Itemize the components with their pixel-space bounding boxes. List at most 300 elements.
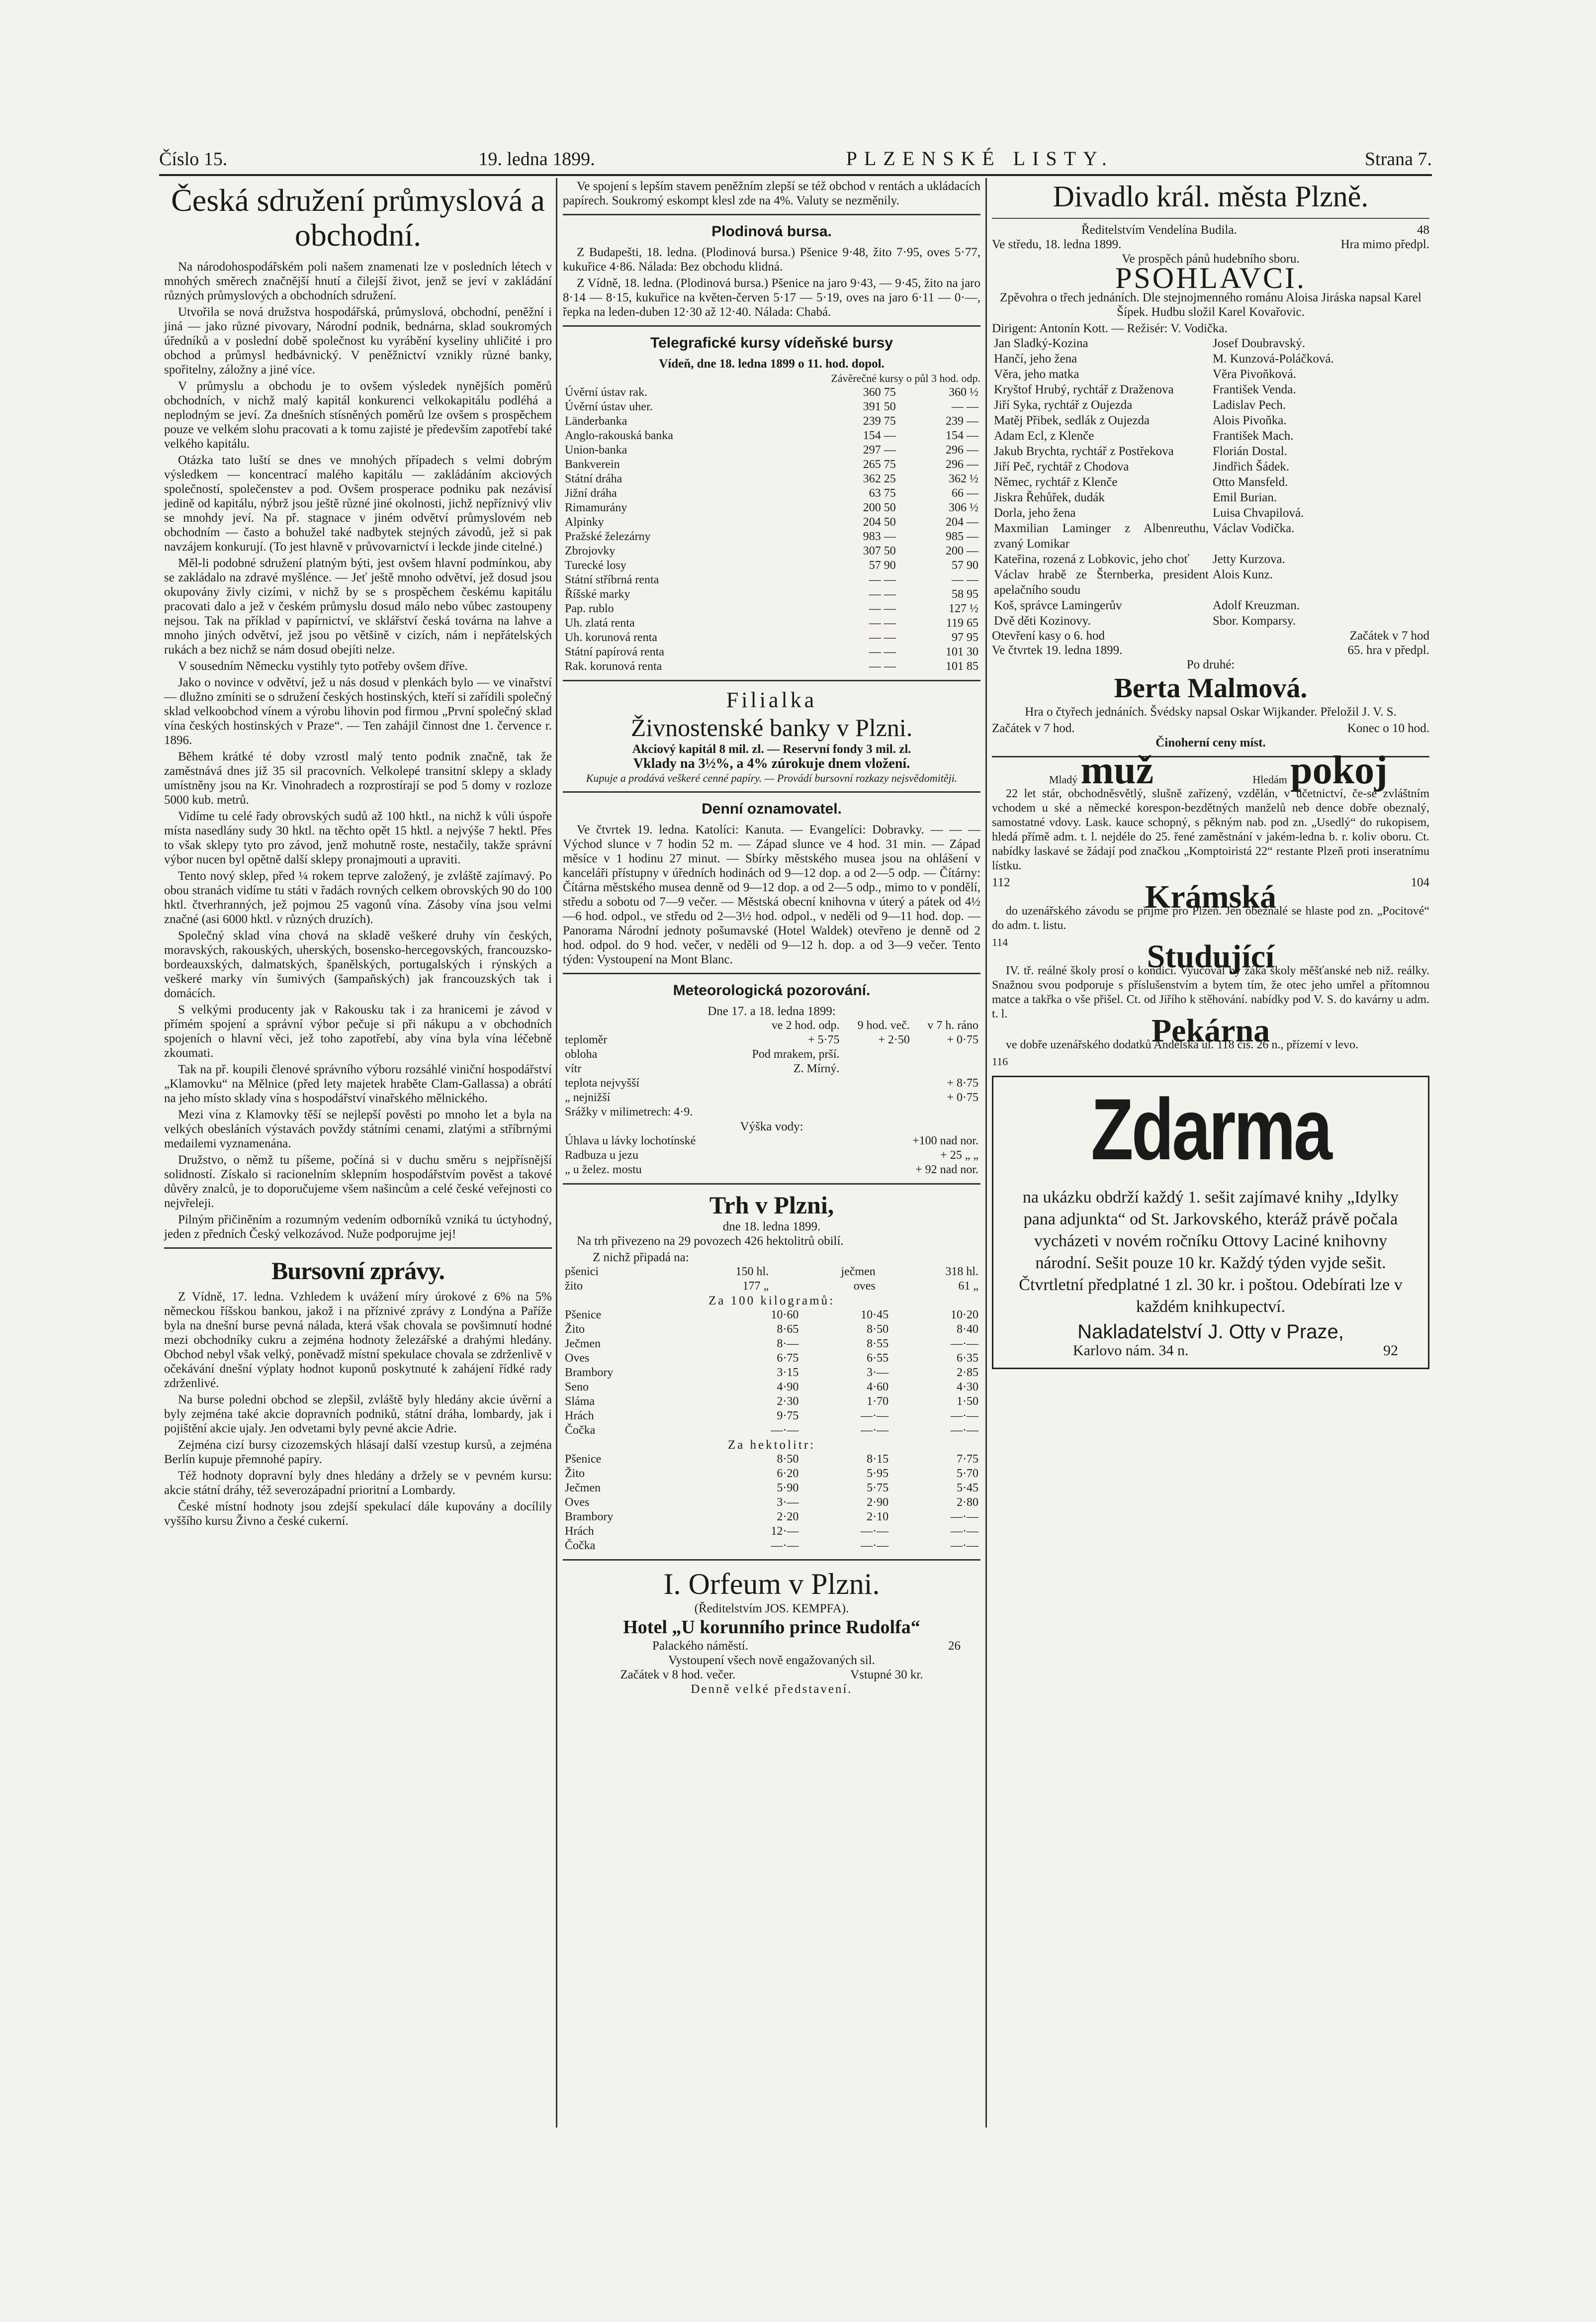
table-cell: Jižní dráha — [565, 487, 617, 500]
table-cell: Srážky v milimetrech: 4·9. — [565, 1106, 693, 1118]
meteo-date: Dne 17. a 18. ledna 1899: — [708, 1005, 836, 1018]
table-cell: 3·— — [867, 1366, 889, 1379]
cast-role: Hančí, jeho žena — [994, 352, 1077, 366]
table-row — [563, 1047, 980, 1062]
ad-pekarna-num: 116 — [992, 1055, 1008, 1068]
ad-kramska-text: do uzenářského závodu se přijme pro Plzeň. Jen obeznalé se hlaste pod zn. „Pocitové“ do adm. t. listu. — [992, 905, 1429, 932]
table-row — [563, 1467, 980, 1481]
table-row — [563, 1019, 980, 1033]
table-cell: 150 hl. — [735, 1265, 769, 1278]
table-cell: 204 — — [946, 516, 978, 529]
table-row — [563, 501, 980, 515]
ad-num-104: 104 — [1411, 876, 1429, 889]
divider — [563, 1559, 980, 1561]
table-cell: oves — [853, 1280, 876, 1293]
ad-pokoj — [1211, 748, 1429, 792]
table-cell: 296 — — [946, 458, 978, 471]
table-cell: 5·90 — [777, 1482, 799, 1494]
table-row — [563, 486, 980, 501]
table-cell: teplota nejvyšší — [565, 1077, 639, 1090]
conductor-row — [992, 321, 1429, 336]
table-cell: v 7 h. ráno — [927, 1019, 978, 1032]
table-cell: 239 — — [946, 415, 978, 428]
cast-row — [992, 567, 1429, 598]
director: — Režisér: V. Vodička. — [1111, 322, 1228, 335]
table-cell: + 0·75 — [947, 1091, 978, 1104]
cast-actor: František Venda. — [1213, 383, 1296, 396]
table-cell: Úvěrní ústav rak. — [565, 386, 647, 399]
table-cell: 2·30 — [777, 1395, 799, 1408]
article-body — [164, 260, 552, 1241]
table-row — [563, 530, 980, 544]
table-cell: 58 95 — [952, 588, 978, 601]
table-cell: Ječmen — [565, 1482, 601, 1494]
orfeum-number: 26 — [948, 1639, 961, 1653]
table-cell: 318 hl. — [945, 1265, 978, 1278]
table-row — [563, 587, 980, 602]
table-cell: Oves — [565, 1496, 590, 1509]
cast-actor: Alois Kunz. — [1213, 568, 1273, 581]
table-cell: Uh. korunová renta — [565, 631, 657, 644]
table-cell: —·— — [861, 1424, 889, 1437]
table-cell: Länderbanka — [565, 415, 627, 428]
paragraph: Z Budapešti, 18. ledna. (Plodinová bursa.) Pšenice 9·48, žito 7·95, oves 5·77, kukuřice 4·86. Nálada: Bez obchodu klidná. — [563, 246, 980, 274]
table-cell: — — — [869, 602, 896, 615]
table-row — [563, 429, 980, 443]
table-cell: Státní stříbrná renta — [565, 573, 659, 586]
cast-row — [992, 459, 1429, 474]
table-cell: 391 50 — [863, 400, 896, 413]
page-header — [159, 140, 1432, 170]
header-rule — [159, 174, 1432, 176]
column-1 — [164, 179, 552, 1530]
filialka-title: Filialka — [726, 688, 817, 712]
cast-role: Jiří Peč, rychtář z Chodova — [994, 460, 1129, 473]
table-row — [563, 1322, 980, 1337]
cast-row — [992, 521, 1429, 552]
table-row — [563, 1394, 980, 1409]
trh-intro: Na trh přivezeno na 29 povozech 426 hektolitrů obilí. — [577, 1234, 844, 1248]
paragraph: Též hodnoty dopravní byly dnes hledány a držely se v pevném kursu: akcie státní dráhy, též severozápadní prioritní a Lombardy. — [164, 1469, 552, 1497]
table-cell: 239 75 — [863, 415, 896, 428]
table-cell: 307 50 — [863, 545, 896, 557]
paragraph: Mezi vína z Klamovky těší se nejlepší pověsti po mnoho let a byla na velkých obesláních výstavách povždy státními cenami, zlatými a stříbrnými medailemi vyznamenána. — [164, 1108, 552, 1150]
table-cell: 10·45 — [861, 1308, 889, 1321]
cast-row — [992, 474, 1429, 490]
cast-actor: Florián Dostal. — [1213, 445, 1287, 458]
table-cell: Pap. rublo — [565, 602, 614, 615]
paragraph: Družstvo, o němž tu píšeme, počíná si v duchu směru s nejpřísnější solidností. Získalo si racionelním sklepním hospodářstvím pověst a takové důvěry znalců, je to doporučujeme všem našincům a celé české veřejnosti co nejvřeleji. — [164, 1153, 552, 1210]
cast-row — [992, 351, 1429, 367]
ad-muz-title: muž — [1080, 748, 1154, 792]
divider — [992, 218, 1429, 219]
orfeum-daily: Denně velké představení. — [691, 1682, 853, 1696]
table-cell: —·— — [951, 1539, 978, 1552]
theatre-benefit: Ve prospěch pánů hudebního sboru. — [1122, 252, 1300, 266]
theatre-title: Divadlo král. města Plzně. — [1053, 180, 1369, 213]
table-cell: 9·75 — [777, 1409, 799, 1422]
ad-studujici-title: Studující — [1147, 938, 1275, 975]
cast-role: Václav hrabě ze Šternberka, president apelačního soudu — [994, 568, 1209, 597]
zdarma-ad — [992, 1076, 1429, 1369]
cast-row — [992, 613, 1429, 629]
table-cell: + 5·75 — [808, 1033, 840, 1046]
cast-actor: František Mach. — [1213, 429, 1294, 443]
paragraph: V průmyslu a obchodu je to ovšem výsledek nynějších poměrů obchodních, v nichž malý kapitál konkurenci velkokapitálu podléhá a neplodným se jeví. Za dnešních stísněných poměrů lze ovšem s prospěchem pouze ve velkém slohu pracovati a k tomu zajisté je především zapotřebí také velkého kapitálu. — [164, 379, 552, 451]
cast-actor: Václav Vodička. — [1213, 522, 1295, 535]
table-row — [563, 1148, 980, 1163]
telegraf-column-head: Závěrečné kursy o půl 3 hod. odp. — [831, 372, 980, 384]
paragraph: Otázka tato luští se dnes ve mnohých případech s velmi dobrým výsledkem — koncentrací malého kapitálu — zakládáním akciových společností, společenstev a pod. Ovšem prosperace podniku pak nezávisí jedině od kapitálu, nýbrž jsou ještě různé jiné okolnosti, jichž nepříznivý vliv se mnohdy jeví. Na př. stagnace v jiném odvětví průmyslovém neb obchodním — často a bohužel také nadbytek stejných závodů, jež si pak navzájem konkurují. (To jest hlavně v průvovarnictví i leckde jinde citelné.) — [164, 454, 552, 554]
table-cell: 10·20 — [951, 1308, 978, 1321]
paragraph: Zejména cizí bursy cizozemských hlásají další vzestup kursů, a zejména Berlín kupuje přemnohé papíry. — [164, 1438, 552, 1466]
cast-actor: Emil Burian. — [1213, 491, 1277, 504]
table-cell: 2·80 — [957, 1496, 978, 1509]
table-cell: 154 — — [863, 429, 896, 442]
table-cell: Žito — [565, 1467, 585, 1480]
table-cell: Pšenice — [565, 1453, 602, 1466]
table-cell: 8·— — [777, 1337, 799, 1350]
table-row — [563, 458, 980, 472]
table-row — [563, 1380, 980, 1394]
ad-pokoj-label: Hledám — [1252, 773, 1287, 786]
table-cell: „ u želez. mostu — [565, 1163, 642, 1176]
table-cell: + 25 „ „ — [940, 1149, 978, 1162]
paragraph: Společný sklad vína chová na skladě veškeré druhy vín českých, moravských, rakouských, uherských, bosensko-hercegovských, francouzsko-bordeauxských, dalmatských, španělských, portugalských i rýnských a veškeré marky vín šumivých (šampaňských) jak francouzských tak i domácích. — [164, 929, 552, 1000]
bourse-title: Bursovní zprávy. — [271, 1257, 444, 1285]
divider — [563, 973, 980, 974]
filialka-services: Kupuje a prodává veškeré cenné papíry. — Provádí bursovní rozkazy nejsvědomitěji. — [586, 772, 958, 784]
table-cell: 2·20 — [777, 1510, 799, 1523]
table-cell: Ječmen — [565, 1337, 601, 1350]
table-cell: 101 85 — [946, 660, 978, 673]
table-row — [563, 1308, 980, 1322]
cast-row — [992, 367, 1429, 382]
zdarma-publisher: Nakladatelství J. Otty v Praze, — [1077, 1321, 1344, 1343]
paragraph: Na národohospodářském poli našem znamenati lze v posledních létech v mnohých směrech značnější hnutí a čilejší život, jenž se jeví v zakládání různých průmyslových a obchodních sdružení. — [164, 260, 552, 302]
cast-role: Věra, jeho matka — [994, 368, 1079, 381]
table-cell: 8·15 — [867, 1453, 889, 1466]
table-cell: vítr — [565, 1062, 582, 1075]
table-cell: pšenici — [565, 1265, 599, 1278]
paragraph: Z Vídně, 17. ledna. Vzhledem k uvážení míry úrokové z 6% na 5% německou říšskou bankou, jakož i na příznivé zprávy z Londýna a Paříže byla na dnešní burse pevná nálada, která však chovala se povšimnutí hodné mezi obchodníky cukru a zejména hodnoty železářské a drahými hledány. Obchod nebyl však velký, poněvadž místní spekulace chovala se zdrženlivě v očekávání dnešní výplaty hodnot kuponů poskytnuté k zahájení řídké rady zdrženlivé. — [164, 1290, 552, 1390]
ad-num-112: 112 — [992, 876, 1010, 889]
ad-kramska-num: 114 — [992, 936, 1008, 948]
denni-title: Denní oznamovatel. — [702, 801, 842, 817]
table-cell: teploměr — [565, 1033, 608, 1046]
table-cell: 154 — — [946, 429, 978, 442]
table-cell: 985 — — [946, 530, 978, 543]
table-cell: + 92 nad nor. — [915, 1163, 978, 1176]
table-cell — [727, 1091, 842, 1105]
table-cell: Union-banka — [565, 444, 627, 457]
trh-bulk-table — [563, 1265, 980, 1294]
table-cell — [727, 1076, 842, 1091]
table-cell: 5·70 — [957, 1467, 978, 1480]
table-cell: 8·50 — [867, 1323, 889, 1336]
cast-actor: Josef Doubravský. — [1213, 337, 1306, 350]
table-cell: Čočka — [565, 1424, 596, 1437]
table-row — [563, 544, 980, 558]
table-row — [563, 573, 980, 587]
paragraph: Z Vídně, 18. ledna. (Plodinová bursa.) Pšenice na jaro 9·43, — 9·45, žito na jaro 8·14 — 8·15, kukuřice na květen-červen 5·17 — 5·19, oves na jaro 6·11 — 0·—, řepka na leden-duben 12·30 až 12·40. Nálada: Chabá. — [563, 277, 980, 319]
trh-kg-head: Za 100 kilogramů: — [708, 1294, 835, 1307]
table-cell: 1·50 — [957, 1395, 978, 1408]
table-row — [563, 1351, 980, 1366]
filialka-deposits: Vklady na 3½%, a 4% zúrokuje dnem vložení. — [633, 756, 910, 771]
meteo-title: Meteorologická pozorování. — [673, 982, 871, 999]
article-title: Česká sdružení průmyslová a obchodní. — [171, 183, 545, 253]
column-3 — [992, 179, 1429, 1369]
table-cell: 362 25 — [863, 472, 896, 485]
table-cell: 362 ½ — [949, 472, 978, 485]
table-cell: — — — [952, 573, 978, 586]
cast-actor: Adolf Kreuzman. — [1213, 599, 1300, 612]
ad-pokoj-title: pokoj — [1290, 748, 1388, 792]
cast-row — [992, 397, 1429, 413]
table-row — [563, 414, 980, 429]
orfeum-director: (Ředitelstvím JOS. KEMPFA). — [694, 1602, 849, 1615]
table-cell: 8·40 — [957, 1323, 978, 1336]
table-cell: 12·— — [771, 1525, 799, 1538]
table-cell: — — — [869, 573, 896, 586]
cast-row — [992, 336, 1429, 351]
cast-role: Jiskra Řehůřek, dudák — [994, 491, 1105, 504]
trh-subtitle: dne 18. ledna 1899. — [722, 1220, 821, 1233]
play-title: PSOHLAVCI. — [1115, 262, 1306, 294]
cast-row — [992, 382, 1429, 397]
table-cell: 57 90 — [869, 559, 896, 572]
table-cell: 2·10 — [867, 1510, 889, 1523]
table-row — [563, 558, 980, 573]
filialka-capital: Akciový kapitál 8 mil. zl. — Reservní fondy 3 mil. zl. — [632, 743, 911, 756]
table-cell: + 8·75 — [947, 1077, 978, 1090]
cast-actor: Jindřich Šádek. — [1213, 460, 1290, 473]
table-cell: 57 90 — [952, 559, 978, 572]
drama-prices: Činoherní ceny míst. — [1155, 736, 1266, 749]
table-row — [563, 616, 980, 631]
issue-date: 19. ledna 1899. — [478, 149, 595, 170]
table-cell: — — — [869, 660, 896, 673]
table-cell — [842, 1047, 912, 1062]
table-cell: 6·75 — [777, 1352, 799, 1365]
table-row — [563, 1524, 980, 1539]
divider — [563, 1183, 980, 1185]
theatre-director: Ředitelstvím Vendelína Budila. — [1081, 223, 1237, 237]
table-cell: Pšenice — [565, 1308, 602, 1321]
table-cell: Anglo-rakouská banka — [565, 429, 673, 442]
kasa-row — [992, 629, 1429, 643]
table-cell: žito — [565, 1280, 583, 1293]
table-row — [563, 1279, 980, 1294]
table-row — [563, 443, 980, 458]
theatre-date: Ve středu, 18. ledna 1899. — [992, 238, 1122, 251]
cast-row — [992, 505, 1429, 521]
table-row — [563, 1265, 980, 1279]
ad-muz — [992, 748, 1211, 792]
orfeum-vystoupeni: Vystoupení všech nově engažovaných sil. — [668, 1654, 875, 1667]
table-cell: 177 „ — [742, 1280, 769, 1293]
table-cell — [912, 1062, 980, 1076]
cast-actor: Alois Pivoňka. — [1213, 414, 1287, 427]
table-row — [563, 659, 980, 674]
zdarma-title: Zdarma — [1091, 1080, 1330, 1178]
voda-title: Výška vody: — [740, 1120, 803, 1133]
divider — [563, 214, 980, 215]
table-cell: 119 65 — [946, 617, 978, 630]
table-cell: Bankverein — [565, 458, 620, 471]
table-cell: Turecké losy — [565, 559, 626, 572]
table-cell: 6·35 — [957, 1352, 978, 1365]
paragraph: V sousedním Německu vystihly tyto potřeby ovšem dříve. — [178, 659, 468, 673]
table-cell: 204 50 — [863, 516, 896, 529]
divider — [563, 325, 980, 327]
table-cell: + 0·75 — [947, 1033, 978, 1046]
divider — [563, 680, 980, 681]
paragraph: Na burse poledni obchod se zlepšil, zvláště byly hledány akcie úvěrní a byly zejména také akcie dopravních podniků, státní dráha, lombardy, jak i pojištění akcie ujaly. Jen odvetami byly pevné akcie Adrie. — [164, 1393, 552, 1435]
table-cell: —·— — [861, 1525, 889, 1538]
paragraph: Během krátké té doby vzrostl malý tento podnik značně, tak že zaměstnává dnes již 35 sil pracovních. Velkolepé transitní sklepy a sklady umístněny jsou na Kr. Vinohradech a rozprostírají se pod 5 domy v rozloze 5000 kub. metrů. — [164, 750, 552, 807]
table-cell: 1·70 — [867, 1395, 889, 1408]
table-cell: 265 75 — [863, 458, 896, 471]
ad-kramska-title: Krámská — [1145, 879, 1276, 915]
column-2 — [563, 179, 980, 1696]
table-row — [563, 1481, 980, 1495]
play2-end: Konec o 10 hod. — [1347, 722, 1429, 735]
play2-title: Berta Malmová. — [1114, 673, 1308, 704]
filialka-bank: Živnostenské banky v Plzni. — [630, 714, 913, 742]
table-cell: 8·50 — [777, 1453, 799, 1466]
zdarma-address: Karlovo nám. 34 n. — [1073, 1342, 1189, 1359]
table-cell — [727, 1105, 842, 1119]
table-row — [563, 385, 980, 400]
table-row — [563, 1539, 980, 1553]
cast-role: Adam Ecl, z Klenče — [994, 429, 1094, 443]
orfeum-address-row — [563, 1639, 980, 1653]
table-row — [563, 1423, 980, 1438]
table-cell: —·— — [861, 1539, 889, 1552]
cast-table — [992, 336, 1429, 629]
table-cell: 983 — — [863, 530, 896, 543]
table-cell: 5·45 — [957, 1482, 978, 1494]
table-cell: Brambory — [565, 1366, 614, 1379]
table-cell — [842, 1091, 912, 1105]
table-row — [563, 1366, 980, 1380]
table-cell: Říšské marky — [565, 588, 630, 601]
table-cell: Alpinky — [565, 516, 604, 529]
cast-actor: Luisa Chvapilová. — [1213, 506, 1304, 520]
table-cell: 8·55 — [867, 1337, 889, 1350]
cast-row — [992, 598, 1429, 613]
box-office: Otevření kasy o 6. hod — [992, 629, 1105, 643]
page-number: Strana 7. — [1364, 149, 1432, 170]
trh-hl-head: Za hektolitr: — [727, 1438, 816, 1452]
cast-row — [992, 552, 1429, 567]
table-row — [563, 1105, 980, 1119]
cast-row — [992, 444, 1429, 459]
paragraph: Tak na př. koupili členové správního výboru rozsáhlé viniční hospodářství „Klamovku“ na Mělnice (před lety majetek hraběte Clam-Gallassa) a obrátí na jeho místo sklady vína s hospodářství vinařského mělnického. — [164, 1063, 552, 1105]
bourse-body — [164, 1290, 552, 1528]
paragraph: České místní hodnoty jsou zdejší spekulací dále kupovány a docílily vyššího kursu Živno a české cukerní. — [164, 1500, 552, 1528]
trh-hl-table — [563, 1452, 980, 1553]
table-row — [563, 1033, 980, 1047]
table-cell: 7·75 — [957, 1453, 978, 1466]
table-cell: Rak. korunová renta — [565, 660, 662, 673]
ad-studujici-text: IV. tř. reálné školy prosí o kondici. Vyučoval by žáka školy měšťanské neb niž. reálky. Snažnou svou podporuje s příslušenstvím a bytem tím, že otec jeho umřel a přítomnou matce a takřka o vše přišel. Ct. od Jiřího k stěhování. nabídky pod V. S. do kavárny u adm. t. l. — [992, 964, 1429, 1021]
column-divider-1 — [556, 178, 557, 2128]
table-cell: 5·75 — [867, 1482, 889, 1494]
table-cell: Oves — [565, 1352, 590, 1365]
table-cell — [912, 1047, 980, 1062]
cast-role: Koš, správce Lamingerův — [994, 599, 1122, 612]
table-cell: ječmen — [841, 1265, 876, 1278]
theatre-mimo: Hra mimo předpl. — [1340, 238, 1429, 251]
zdarma-num: 92 — [1383, 1342, 1398, 1359]
play-description: Zpěvohra o třech jednáních. Dle stejnojmenného románu Aloisa Jiráska napsal Karel Šípek. Hudbu složil Karel Kovařovic. — [1000, 291, 1421, 319]
paragraph: Utvořila se nová družstva hospodářská, průmyslová, obchodní, peněžní i jiná — jako různé pivovary, Národní podnik, bednárna, sklad soukromých úředníků a v poslední době společnost ku vyrábění kyseliny uhličité i pro obchod a průmysl hedbávnický. V peněžnictví vznikly různé banky, spořitelny, záložny a jiné více. — [164, 305, 552, 376]
table-row — [563, 645, 980, 659]
cast-actor: Sbor. Komparsy. — [1213, 614, 1296, 628]
table-cell: 200 50 — [863, 501, 896, 514]
table-cell: 360 ½ — [949, 386, 978, 399]
cast-actor: Věra Pivoňková. — [1213, 368, 1297, 381]
thursday-row — [992, 643, 1429, 657]
table-cell: 10·60 — [771, 1308, 799, 1321]
table-cell: Žito — [565, 1323, 585, 1336]
table-cell: —·— — [861, 1409, 889, 1422]
table-cell: Rimamurány — [565, 501, 627, 514]
table-cell — [842, 1076, 912, 1091]
table-cell: —·— — [951, 1510, 978, 1523]
telegraf-subtitle: Vídeň, dne 18. ledna 1899 o 11. hod. dopol. — [659, 357, 885, 371]
table-cell: 66 — — [952, 487, 978, 500]
table-cell — [842, 1062, 912, 1076]
table-row — [563, 1134, 980, 1148]
column-divider-2 — [985, 178, 987, 2128]
table-cell: +100 nad nor. — [912, 1134, 978, 1147]
cast-row — [992, 413, 1429, 428]
table-cell: —·— — [951, 1337, 978, 1350]
cast-role: Jiří Syka, rychtář z Oujezda — [994, 398, 1133, 412]
orfeum-times — [563, 1668, 980, 1682]
plodinova-title: Plodinová bursa. — [711, 223, 832, 240]
classified-row — [992, 748, 1429, 792]
table-row — [563, 1062, 980, 1076]
cast-role: Matěj Přibek, sedlák z Oujezda — [994, 414, 1150, 427]
table-cell: 61 „ — [958, 1280, 978, 1293]
finance-intro: Ve spojení s lepším stavem peněžním zlepší se též obchod v rentách a ukládacích papírech. Soukromý eskompt klesl zde na 4%. Valuty se nezměnily. — [563, 180, 980, 207]
orfeum-title: I. Orfeum v Plzni. — [663, 1568, 880, 1600]
divider — [164, 1247, 552, 1249]
orfeum-address: Palackého náměstí. — [652, 1639, 748, 1653]
cast-row — [992, 490, 1429, 505]
table-cell: Radbuza u jezu — [565, 1149, 638, 1162]
table-cell: — — — [869, 588, 896, 601]
play2-times — [992, 721, 1429, 736]
play2-start: Začátek v 7 hod. — [992, 722, 1075, 735]
paragraph: S velkými producenty jak v Rakousku tak i za hranicemi je závod v přímém spojení a správní výbor pečuje si při nákupu a v obchodních spojeních o hlavní věci, jež toho zapotřebí, aby vína byla vína léčebně zkoumati. — [164, 1003, 552, 1060]
table-cell: Pod mrakem, prší. — [752, 1048, 840, 1061]
table-cell: 4·60 — [867, 1381, 889, 1393]
table-cell: 127 ½ — [949, 602, 978, 615]
table-cell: 3·15 — [777, 1366, 799, 1379]
table-cell: Z. Mírný. — [793, 1062, 840, 1075]
ad-pekarna-title: Pekárna — [1151, 1013, 1270, 1049]
denni-body: Ve čtvrtek 19. ledna. Katolíci: Kanuta. — Evangelíci: Dobravky. — — — Východ slunce v 7 hodin 52 m. — Západ slunce ve 4 hod. 31 min. — Západ měsíce v 1 hodinu 27 minut. — Sbírky městského musea jsou na ohlášení v kanceláři přístupny v úředních hodinách od 9—12 dop. a od 2—5 odp. — Čítárny: Čítárna městského musea denně od 9—12 dop. a od 2—5 odp., mimo to v pondělí, středu a sobotu od 7—9 večer. — Městská obecní knihovna v úterý a pátek od 4½—6 hod. odpol., ve středu od 2—3½ hod. odpol., v neděli od 9—11 hod. dop. — Panorama Národní jednoty pošumavské (Hotel Waldek) otevřeno je denně od 2 hod. odpol. do 9 hod. večer, v neděli od 9—12 h. dop. a od 3—9 večer. Tento týden: Vystoupení na Mont Blanc. — [563, 823, 980, 966]
table-cell: 5·95 — [867, 1467, 889, 1480]
play-65: 65. hra v předpl. — [1347, 644, 1429, 657]
plodinova-body — [563, 245, 980, 319]
